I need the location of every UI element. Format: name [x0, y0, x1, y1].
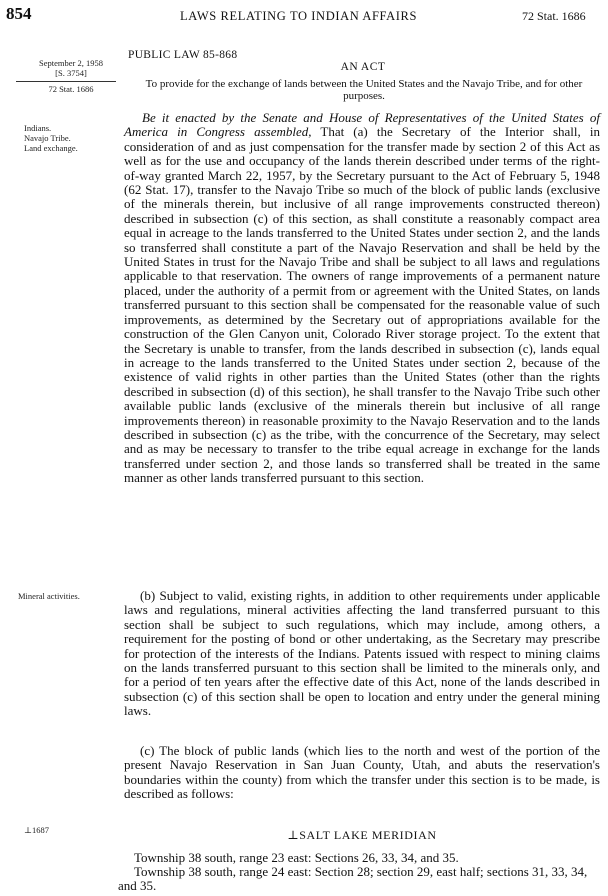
margin-note-mineral: Mineral activities.	[18, 591, 80, 601]
margin-divider	[16, 81, 116, 82]
page-number: 854	[6, 4, 32, 23]
section-c-paragraph: (c) The block of public lands (which lies to the north and west of the portion of the present Navajo Reservation in San Juan County, Utah, and abuts the reservation's boundaries within the county) from which the transfer under this section is to be made, is described as follows:	[124, 743, 600, 802]
margin-bill: [S. 3754]	[55, 68, 87, 78]
section-b-paragraph: (b) Subject to valid, existing rights, in addition to other requirements under applicable laws and regulations, mineral activities affecting the land transferred pursuant to this section shall be subject to such regulations, which may include, among others, a requirement for the posting of bond or other undertaking, as the Secretary may prescribe for protection of the interests of the Indians. Patents issued with respect to mining claims on the lands transferred pursuant to this section shall be limited to the minerals only, and for a period of ten years after the effective date of this Act, none of the lands described in subsection (c) of this section shall be open to location and entry under the general mining laws.	[124, 588, 600, 719]
act-heading: AN ACT	[340, 61, 386, 73]
public-law-number: PUBLIC LAW 85-868	[128, 49, 238, 61]
margin-date-block	[26, 58, 116, 78]
margin-stat: 72 Stat. 1686	[48, 84, 94, 94]
running-head: LAWS RELATING TO INDIAN AFFAIRS	[180, 9, 418, 23]
township-line-2: Township 38 south, range 24 east: Section 28; section 29, east half; sections 31, 33, 34, and 35.	[118, 864, 588, 894]
meridian-heading: ⊥SALT LAKE MERIDIAN	[287, 828, 437, 842]
section-a-text: That (a) the Secretary of the Interior shall, in consideration of and as just compensation for the transfer made by section 2 of this Act as well as for the use and occupancy of the lands therein described under terms of the right-of-way granted March 22, 1957, by the Secretary pursuant to the Act of February 5, 1948 (62 Stat. 17), transfer to the Navajo Tribe so much of the block of public lands (exclusive of the minerals therein, but inclusive of all range improvements constructed thereon) described in subsection (c) of this section, as shall constitute a reasonably compact area equal in acreage to the lands transferred to the United States under section 2, and the lands so transferred shall constitute a part of the Navajo Reservation and shall be held by the United States in trust for the Navajo Tribe and shall be subject to all laws and regulations applicable to that reservation. The owners of range improvements of a permanent nature placed, under the authority of a permit from or agreement with the United States, on lands transferred pursuant to this section shall be compensated for the reasonable value of such improvements, as determined by the Secretary out of appropriations available for the construction of the Glen Canyon unit, Colorado River storage project. To the extent that the Secretary is unable to transfer, from the lands described in subsection (c), lands equal in acreage to the lands transferred to the United States under section 2, because of the existence of valid rights in other parties than the United States (other than the rights described in subsection (d) of this section), he shall transfer to the Navajo Tribe such other available public lands (exclusive of the minerals therein but inclusive of all range improvements thereon) in reasonable proximity to the Navajo Reservation and to the lands described in subsection (c) as the tribe, with the concurrence of the Secretary, may select and as may be necessary to transfer to the tribe equal acreage in exchange for the lands transferred under section 2, and those lands so transferred shall be treated in the same manner as other lands transferred pursuant to this section.	[124, 124, 600, 486]
enacting-clause: Be it enacted by the Senate and House of Representatives of the United States of America in Congress assembled,	[124, 110, 600, 140]
margin-date: September 2, 1958	[39, 58, 103, 68]
act-purpose: To provide for the exchange of lands between the United States and the Navajo Tribe, and for other purposes.	[145, 78, 583, 102]
margin-page-marker: ⊥1687	[24, 825, 49, 835]
section-a-paragraph	[124, 111, 600, 486]
margin-note-indians: Indians. Navajo Tribe. Land exchange.	[24, 123, 78, 153]
header-stat-ref: 72 Stat. 1686	[522, 9, 586, 23]
township-line-1: Township 38 south, range 23 east: Sections 26, 33, 34, and 35.	[134, 850, 459, 865]
